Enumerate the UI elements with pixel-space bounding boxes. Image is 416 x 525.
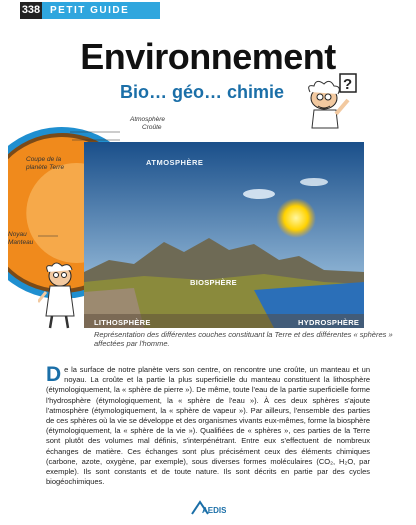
page-subtitle: Bio… géo… chimie (120, 82, 285, 102)
zone-atmosphere: ATMOSPHÈRE (146, 158, 204, 167)
page-title: Environnement (80, 36, 336, 77)
drop-cap: D (46, 363, 62, 386)
sun (276, 198, 316, 238)
label-atmosphere: Atmosphère (130, 116, 166, 123)
body-text (46, 365, 370, 487)
publisher-logo (190, 500, 226, 516)
publisher-name: AEDIS (202, 506, 226, 515)
label-croute: Croûte (142, 124, 162, 131)
zone-lithosphere: LITHOSPHÈRE (94, 318, 151, 327)
landscape-illustration (84, 142, 364, 328)
zone-hydrosphere: HYDROSPHÈRE (298, 318, 360, 327)
label-coupe: Coupe de la planète Terre (26, 156, 65, 171)
professor-mascot-top (302, 70, 364, 130)
professor-mascot-left (38, 262, 84, 330)
label-noyau: Noyau (8, 231, 27, 238)
page-number: 338 (20, 2, 42, 19)
series-name: PETIT GUIDE (50, 5, 130, 16)
body-paragraph: e la surface de notre planète vers son centre, on rencontre une croûte, un manteau et un noyau. La croûte et la partie la plus superficielle du manteau constituent la lithosphère (étymologiquement, la « sphère de pierre »). De même, toute l'eau de la partie superficielle forme l'hydrosphère (étymologiquement, la « sphère de l'eau »). À ces deux sphères s'ajoute l'atmosphère (étymologiquement, la « sphère de vapeur »). Par ailleurs, l'ensemble des parties de ces sphères où la vie se développe et des organismes vivants eux-mêmes, forme la biosphère (étymologiquement, la « sphère de la vie »). Qualifiées de « sphères », ces parties de la Terre sont plutôt des volumes mal définis, s'interpénétrant. Entre eux s'effectuent de nombreux échanges de matière. Ces échanges sont plus précisément ceux des éléments chimiques (carbone, azote, oxygène, par exemple), sous diverses formes moléculaires (CO₂, H₂O, par exemple). Ils sont constants et de toute nature. Ils sont décrits en partie par des cycles biogéochimiques. (46, 365, 370, 487)
zone-biosphere: BIOSPHÈRE (190, 278, 237, 287)
label-manteau: Manteau (8, 239, 34, 246)
svg-text:?: ? (343, 76, 353, 93)
illustration-caption: Représentation des différentes couches constituant la Terre et des différentes « sphères » affectées par l'homme. (94, 330, 393, 348)
